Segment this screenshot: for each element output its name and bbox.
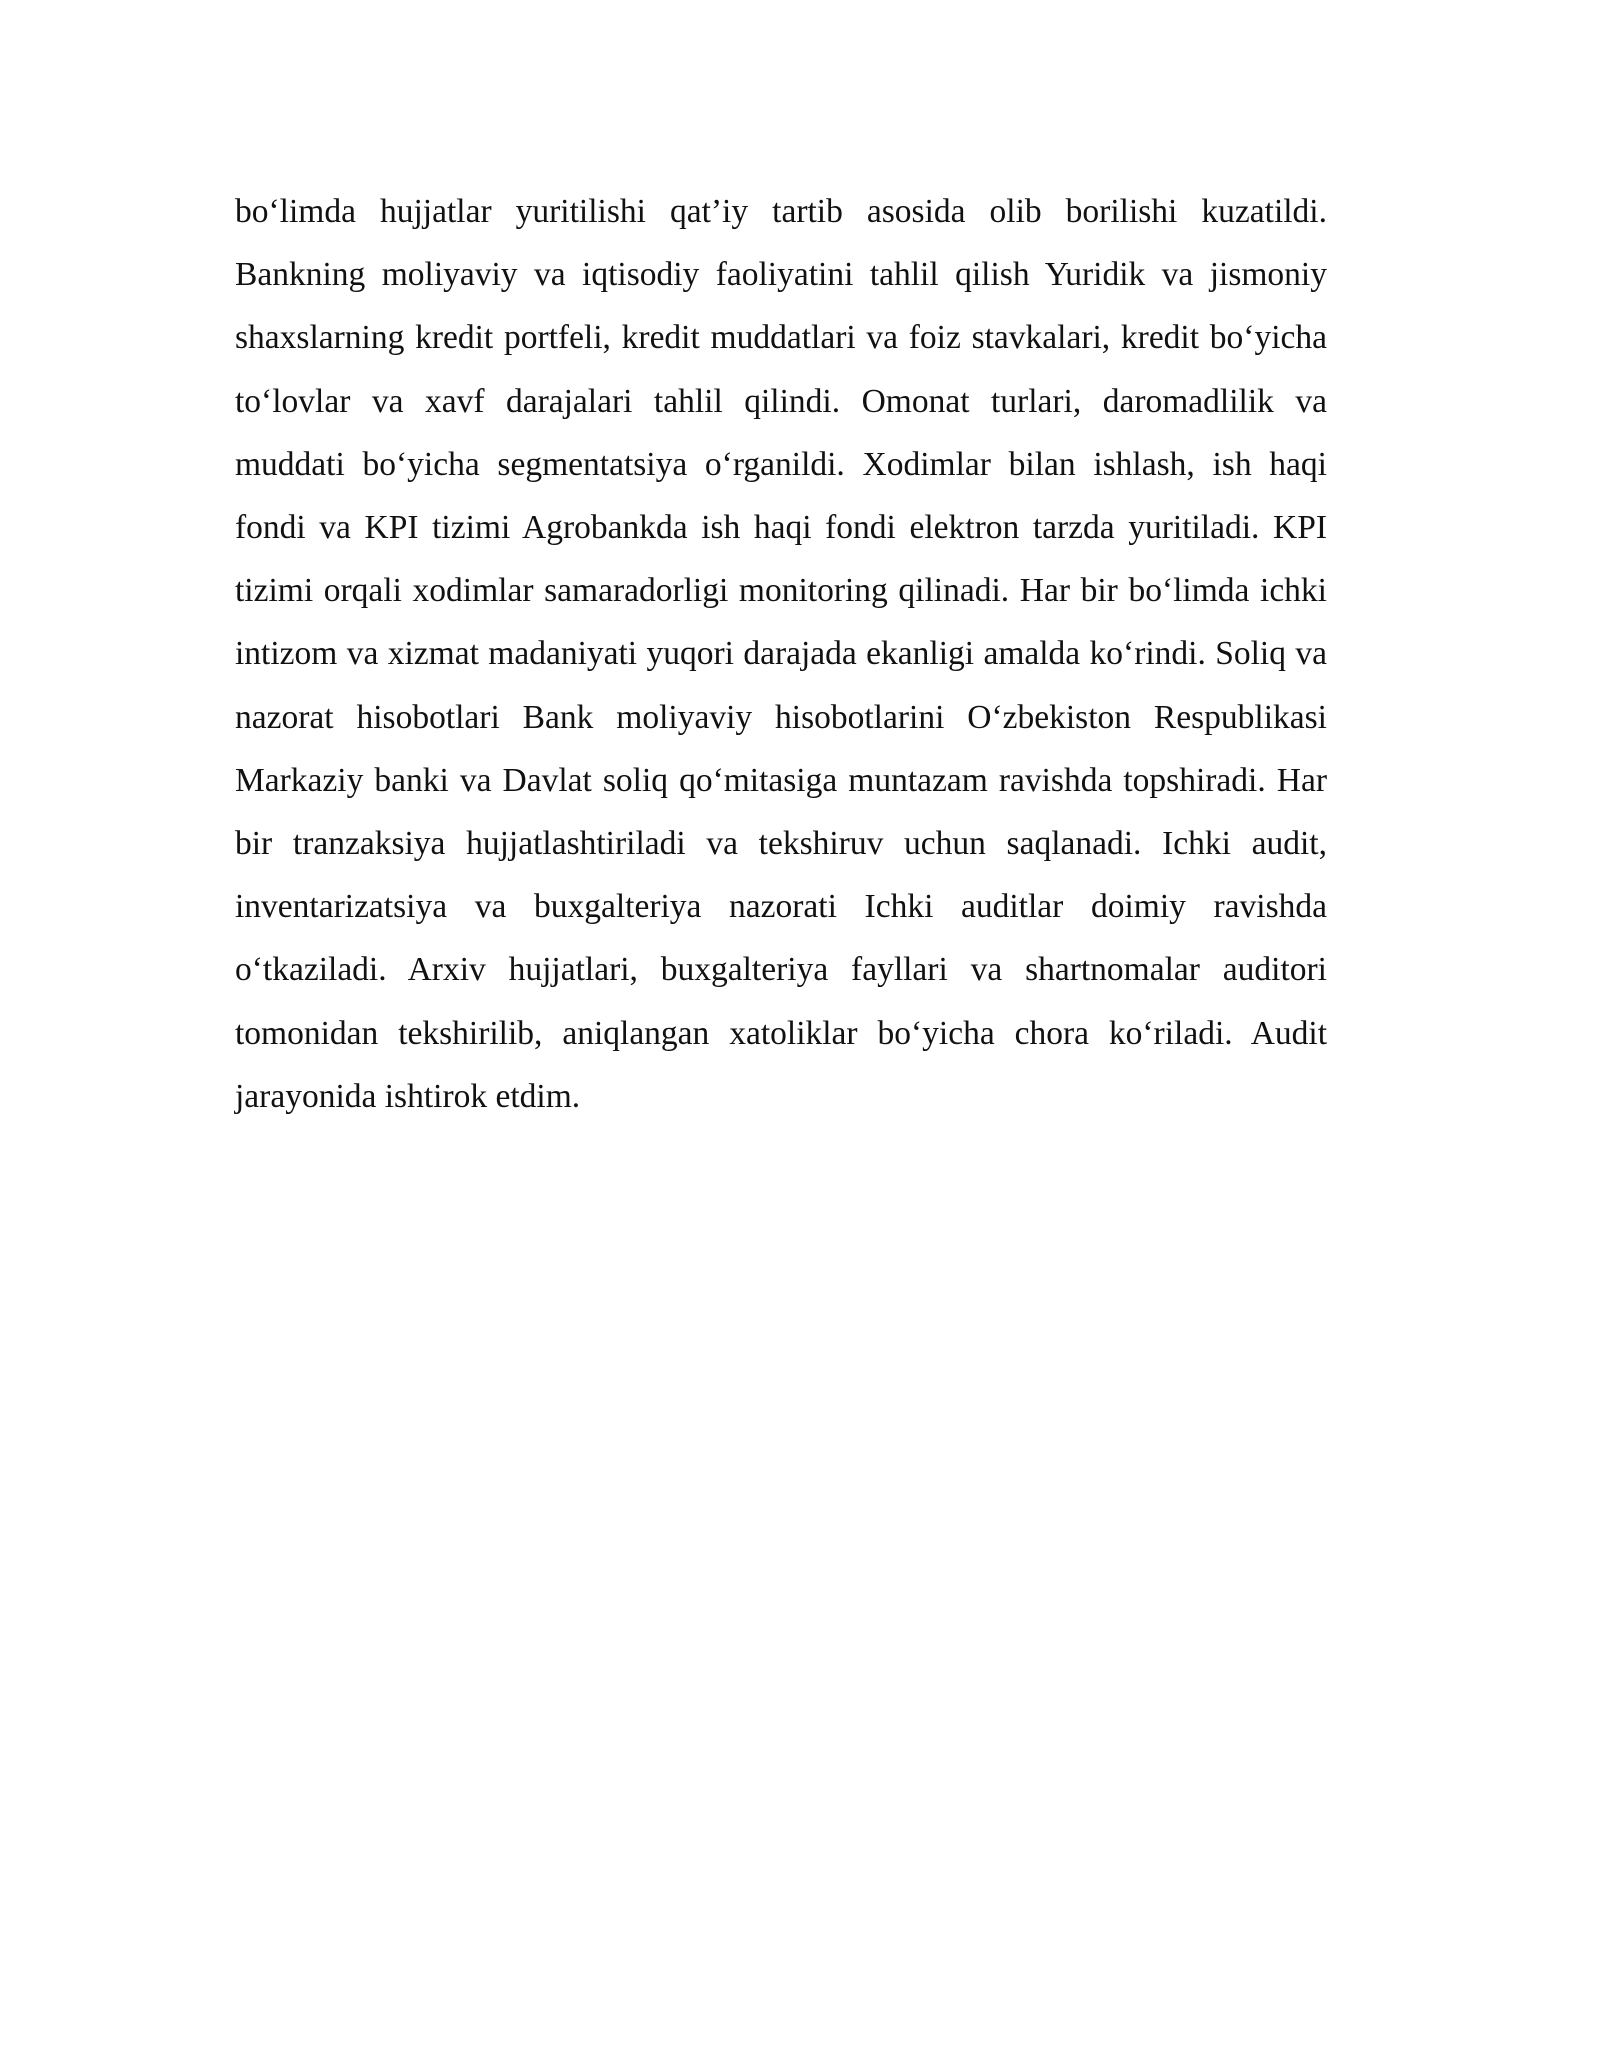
- body-paragraph: bo‘limda hujjatlar yuritilishi qat’iy tartib asosida olib borilishi kuzatildi. Bankning moliyaviy va iqtisodiy faoliyatini tahlil qilish Yuridik va jismoniy shaxslarning kredit portfeli, kredit muddatlari va foiz stavkalari, kredit bo‘yicha to‘lovlar va xavf darajalari tahlil qilindi. Omonat turlari, daromadlilik va muddati bo‘yicha segmentatsiya o‘rganildi. Xodimlar bilan ishlash, ish haqi fondi va KPI tizimi Agrobankda ish haqi fondi elektron tarzda yuritiladi. KPI tizimi orqali xodimlar samaradorligi monitoring qilinadi. Har bir bo‘limda ichki intizom va xizmat madaniyati yuqori darajada ekanligi amalda ko‘rindi. Soliq va nazorat hisobotlari Bank moliyaviy hisobotlarini O‘zbekiston Respublikasi Markaziy banki va Davlat soliq qo‘mitasiga muntazam ravishda topshiradi. Har bir tranzaksiya hujjatlashtiriladi va tekshiruv uchun saqlanadi. Ichki audit, inventarizatsiya va buxgalteriya nazorati Ichki auditlar doimiy ravishda o‘tkaziladi. Arxiv hujjatlari, buxgalteriya fayllari va shartnomalar auditori tomonidan tekshirilib, aniqlangan xatoliklar bo‘yicha chora ko‘riladi. Audit jarayonida ishtirok etdim.: [235, 193, 1327, 1115]
